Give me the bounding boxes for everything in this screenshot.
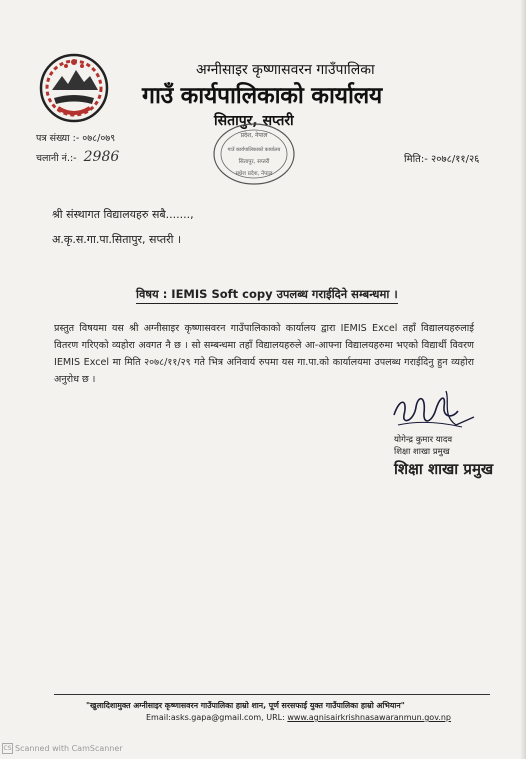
letter-number [36, 131, 115, 144]
footer-contact [146, 713, 451, 722]
letter-body: प्रस्तुत विषयमा यस श्री अग्नीसाइर कृष्णासवरन गाउँपालिकाको कार्यालय द्वारा IEMIS Excel तहाँ विद्यालयहरुलाई वितरण गरिएको व्यहोरा अवगत नै छ । सो सम्बन्धमा तहाँ विद्यालयहरुले आ-आफ्ना विद्यालयहरुमा भएको विद्यार्थी विवरण IEMIS Excel मा मिति २०७८/११/२९ गते भित्र अनिवार्य रुपमा यस गा.पा.को कार्यालयमा उपलब्ध गराईदिनु हुन व्यहोरा अनुरोध छ । [54, 323, 474, 385]
date-value: २०७८/११/२६ [431, 154, 480, 165]
letter-number-value: ०७८/०७९ [82, 133, 116, 144]
office-stamp-icon [211, 121, 297, 187]
footer-slogan: "खुलादिशामुक्त अग्नीसाइर कृष्णासवरन गाउँपालिका हाम्रो शान, पूर्ण सरसफाई युक्त गाउँपालिका हाम्रो अभियान" [86, 701, 405, 710]
stamp-line-3: सितापुर, सप्तरी [238, 159, 270, 165]
camscanner-logo-icon: CS [3, 745, 12, 752]
addressee-line-1: श्री संस्थागत विद्यालयहरु सबै......., [52, 208, 194, 221]
footer-url-link[interactable]: www.agnisairkrishnasawaranmun.gov.np [287, 713, 452, 722]
addressee-line-2: अ.कृ.स.गा.पा.सितापुर, सप्तरी । [52, 233, 182, 246]
letter-date [404, 151, 479, 165]
signatory-name: योगेन्द्र कुमार यादव [394, 435, 453, 445]
municipality-name: अग्नीसाइर कृष्णासवरन गाउँपालिका [196, 62, 375, 78]
footer-email: Email:asks.gapa@gmail.com [146, 713, 262, 722]
office-location: सितापुर, सप्तरी [214, 113, 294, 129]
page-edge-shadow [520, 0, 526, 759]
camscanner-label: Scanned with CamScanner [15, 744, 123, 753]
office-title: गाउँ कार्यपालिकाको कार्यालय [142, 83, 382, 109]
signatory-stamp: शिक्षा शाखा प्रमुख [394, 460, 494, 478]
footer-url-label: , URL: [261, 713, 285, 722]
signature-icon [386, 385, 476, 435]
letter-number-label: पत्र संख्या :- [36, 133, 80, 144]
stamp-line-1: प्रदेश, नेपाल [240, 132, 268, 139]
stamp-line-2: गाउँ कार्यपालिकाको कार्यालय [227, 147, 281, 153]
dispatch-number [36, 149, 119, 165]
camscanner-watermark [2, 743, 123, 754]
letter-subject: विषय : IEMIS Soft copy उपलब्ध गराईदिने सम्बन्धमा । [136, 287, 398, 304]
dispatch-number-value: 2986 [83, 149, 120, 165]
stamp-line-4: मधेश प्रदेश, नेपाल [235, 171, 273, 177]
date-label: मिति:- [404, 154, 428, 165]
dispatch-number-label: चलानी नं.:- [36, 153, 77, 164]
footer-divider [54, 694, 490, 695]
signatory-title: शिक्षा शाखा प्रमुख [394, 447, 450, 457]
nepal-emblem-icon [38, 52, 110, 124]
